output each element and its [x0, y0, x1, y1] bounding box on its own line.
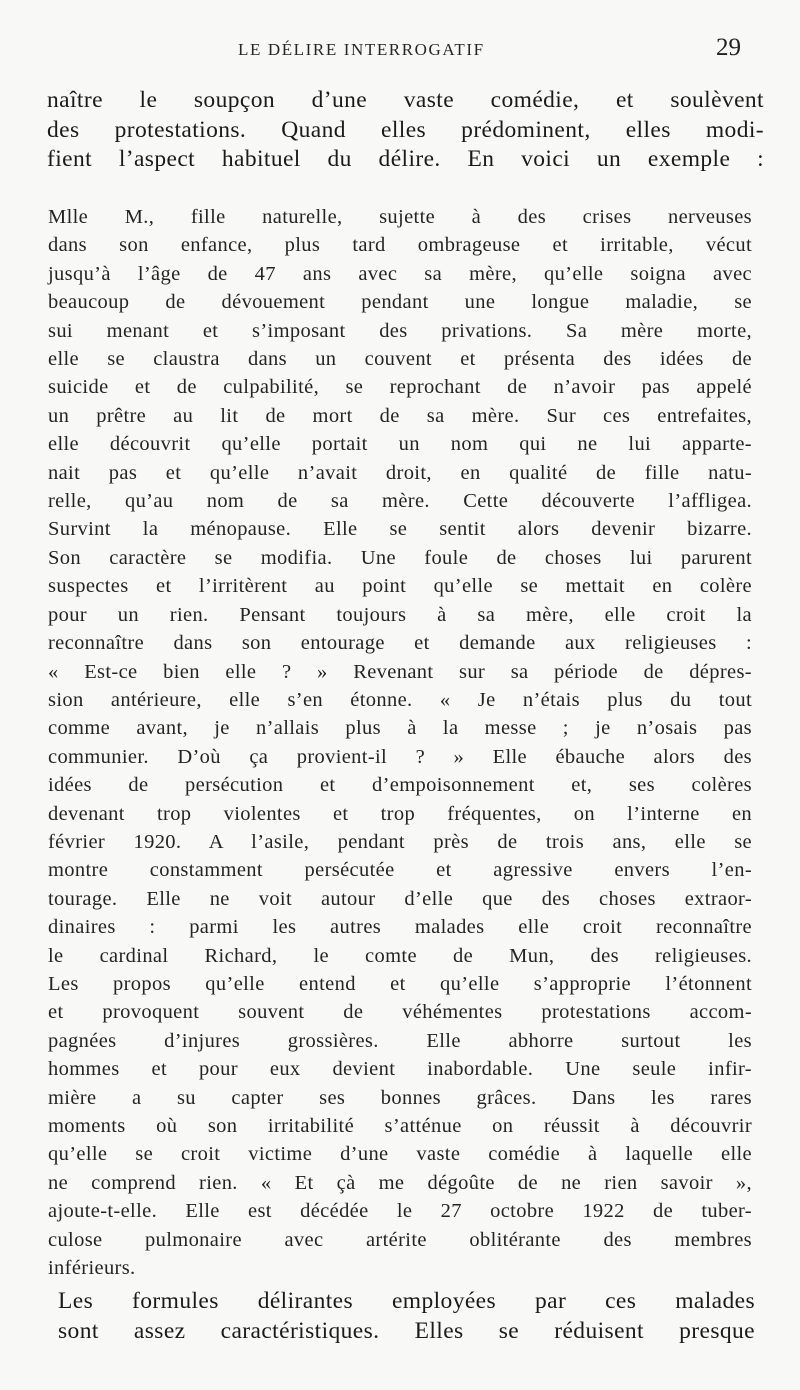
text-line: Mlle M., fille naturelle, sujette à des crises nerveuses	[48, 206, 752, 228]
text-line: jusqu’à l’âge de 47 ans avec sa mère, qu’elle soigna avec	[48, 262, 752, 285]
text-line: dinaires : parmi les autres malades elle croit reconnaître	[48, 916, 752, 939]
text-line: Les propos qu’elle entend et qu’elle s’approprie l’étonnent	[48, 972, 752, 995]
text-line: qu’elle se croit victime d’une vaste comédie à laquelle elle	[48, 1143, 752, 1166]
text-line: culose pulmonaire avec artérite oblitérante des membres	[48, 1228, 752, 1251]
text-line: communier. D’où ça provient-il ? » Elle ébauche alors des	[48, 745, 752, 768]
text-line: moments où son irritabilité s’atténue on réussit à découvrir	[48, 1115, 752, 1137]
text-line: sui menant et s’imposant des privations. Sa mère morte,	[48, 319, 752, 342]
text-line: nait pas et qu’elle n’avait droit, en qualité de fille natu-	[48, 461, 752, 484]
text-line: montre constamment persécutée et agressive envers l’en-	[48, 859, 752, 882]
text-line: pour un rien. Pensant toujours à sa mère, elle croit la	[48, 603, 752, 626]
text-line: hommes et pour eux devient inabordable. Une seule infir-	[48, 1058, 752, 1081]
text-line: ne comprend rien. « Et çà me dégoûte de ne rien savoir »,	[48, 1171, 752, 1194]
text-line: suicide et de culpabilité, se reprochant de n’avoir pas appelé	[48, 376, 752, 399]
paragraph-intro	[47, 86, 764, 175]
text-line: Survint la ménopause. Elle se sentit alors devenir bizarre.	[48, 518, 752, 541]
text-line: comme avant, je n’allais plus à la messe ; je n’osais pas	[48, 717, 752, 740]
text-line: suspectes et l’irritèrent au point qu’elle se mettait en colère	[48, 575, 752, 598]
text-line: relle, qu’au nom de sa mère. Cette découverte l’affligea.	[48, 490, 752, 513]
text-line: Son caractère se modifia. Une foule de choses lui parurent	[48, 546, 752, 569]
text-line: naître le soupçon d’une vaste comédie, et soulèvent	[47, 87, 764, 113]
text-line: elle découvrit qu’elle portait un nom qui ne lui apparte-	[48, 433, 752, 456]
paragraph-conclusion	[58, 1287, 755, 1346]
text-line: le cardinal Richard, le comte de Mun, des religieuses.	[48, 944, 752, 967]
text-line: reconnaître dans son entourage et demande aux religieuses :	[48, 632, 752, 655]
text-line: pagnées d’injures grossières. Elle abhorre surtout les	[48, 1029, 752, 1052]
running-header	[0, 34, 800, 68]
text-line: un prêtre au lit de mort de sa mère. Sur ces entrefaites,	[48, 404, 752, 427]
text-line: mière a su capter ses bonnes grâces. Dans les rares	[48, 1086, 752, 1109]
text-line: ajoute-t-elle. Elle est décédée le 27 octobre 1922 de tuber-	[48, 1200, 752, 1223]
text-line: sont assez caractéristiques. Elles se réduisent presque	[58, 1317, 755, 1344]
text-line: des protestations. Quand elles prédominent, elles modi-	[47, 116, 764, 143]
text-line: « Est-ce bien elle ? » Revenant sur sa période de dépres-	[48, 660, 752, 683]
running-title: LE DÉLIRE INTERROGATIF	[238, 40, 485, 59]
text-line: idées de persécution et d’empoisonnement et, ses colères	[48, 774, 752, 797]
text-line: elle se claustra dans un couvent et présenta des idées de	[48, 348, 752, 371]
text-line: devenant trop violentes et trop fréquentes, on l’interne en	[48, 802, 752, 825]
page-number: 29	[716, 34, 741, 61]
text-line: et provoquent souvent de véhémentes protestations accom-	[48, 1001, 752, 1024]
case-study-paragraph	[48, 203, 752, 1282]
text-line: sion antérieure, elle s’en étonne. « Je n’étais plus du tout	[48, 688, 752, 711]
text-line: fient l’aspect habituel du délire. En voici un exemple :	[47, 146, 764, 172]
text-line: Les formules délirantes employées par ces malades	[58, 1288, 755, 1314]
text-line: février 1920. A l’asile, pendant près de trois ans, elle se	[48, 830, 752, 853]
text-line: beaucoup de dévouement pendant une longue maladie, se	[48, 291, 752, 314]
text-line: inférieurs.	[48, 1257, 136, 1280]
text-line: tourage. Elle ne voit autour d’elle que des choses extraor-	[48, 887, 752, 910]
text-line: dans son enfance, plus tard ombrageuse et irritable, vécut	[48, 234, 752, 257]
